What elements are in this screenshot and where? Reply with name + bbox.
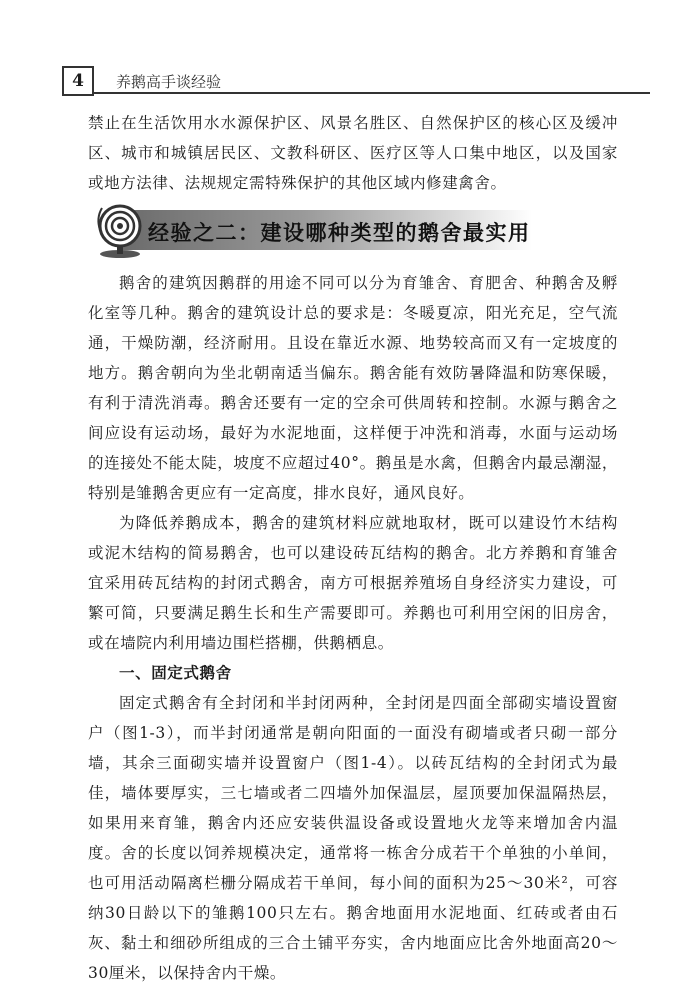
paragraph-fixed-house: 固定式鹅舍有全封闭和半封闭两种，全封闭是四面全部砌实墙设置窗户（图1-3），而半封闭通常是朝向阳面的一面没有砌墙或者只砌一部分墙，其余三面砌实墙并设置窗户（图1-4）。以砖瓦结构的全封闭式为最佳，墙体要厚实，三七墙或者二四墙外加保温层，屋顶要加保温隔热层，如果用来育雏，鹅舍内还应安装供温设备或设置地火龙等来增加舍内温度。舍的长度以饲养规模决定，通常将一栋舍分成若干个单独的小单间，也可用活动隔离栏栅分隔成若干单间，每小间的面积为25～30米²，可容纳30日龄以下的雏鹅100只左右。鹅舍地面用水泥地面、红砖或者由石灰、黏土和细砂所组成的三合土铺平夯实，舍内地面应比舍外地面高20～30厘米，以保持舍内干燥。 xyxy=(88,694,618,982)
header-rule xyxy=(94,92,650,94)
intro-text xyxy=(88,108,618,198)
satellite-dish-icon xyxy=(92,200,148,260)
intro-paragraph: 禁止在生活饮用水水源保护区、风景名胜区、自然保护区的核心区及缓冲区、城市和城镇居民区、文教科研区、医疗区等人口集中地区，以及国家或地方法律、法规规定需特殊保护的其他区域内修建禽舍。 xyxy=(88,114,618,192)
paragraph-building-requirements: 鹅舍的建筑因鹅群的用途不同可以分为育雏舍、育肥舍、种鹅舍及孵化室等几种。鹅舍的建筑设计总的要求是：冬暖夏凉，阳光充足，空气流通，干燥防潮，经济耐用。且设在靠近水源、地势较高而又有一定坡度的地方。鹅舍朝向为坐北朝南适当偏东。鹅舍能有效防暑降温和防寒保暖，有利于清洗消毒。鹅舍还要有一定的空余可供周转和控制。水源与鹅舍之间应设有运动场，最好为水泥地面，这样便于冲洗和消毒，水面与运动场的连接处不能太陡，坡度不应超过40°。鹅虽是水禽，但鹅舍内最忌潮湿，特别是雏鹅舍更应有一定高度，排水良好，通风良好。 xyxy=(88,274,618,502)
page-number: 4 xyxy=(62,66,94,96)
paragraph-building-materials: 为降低养鹅成本，鹅舍的建筑材料应就地取材，既可以建设竹木结构或泥木结构的简易鹅舍，也可以建设砖瓦结构的鹅舍。北方养鹅和育雏舍宜采用砖瓦结构的封闭式鹅舍，南方可根据养殖场自身经济实力建设，可繁可简，只要满足鹅生长和生产需要即可。养鹅也可利用空闲的旧房舍，或在墙院内利用墙边围栏搭棚，供鹅栖息。 xyxy=(88,514,618,652)
section-title: 经验之二：建设哪种类型的鹅舍最实用 xyxy=(148,221,531,245)
page-header xyxy=(62,66,650,96)
subsection-heading: 一、固定式鹅舍 xyxy=(119,664,232,682)
section-banner xyxy=(92,200,532,260)
running-title: 养鹅高手谈经验 xyxy=(116,73,222,91)
main-text xyxy=(88,268,618,988)
